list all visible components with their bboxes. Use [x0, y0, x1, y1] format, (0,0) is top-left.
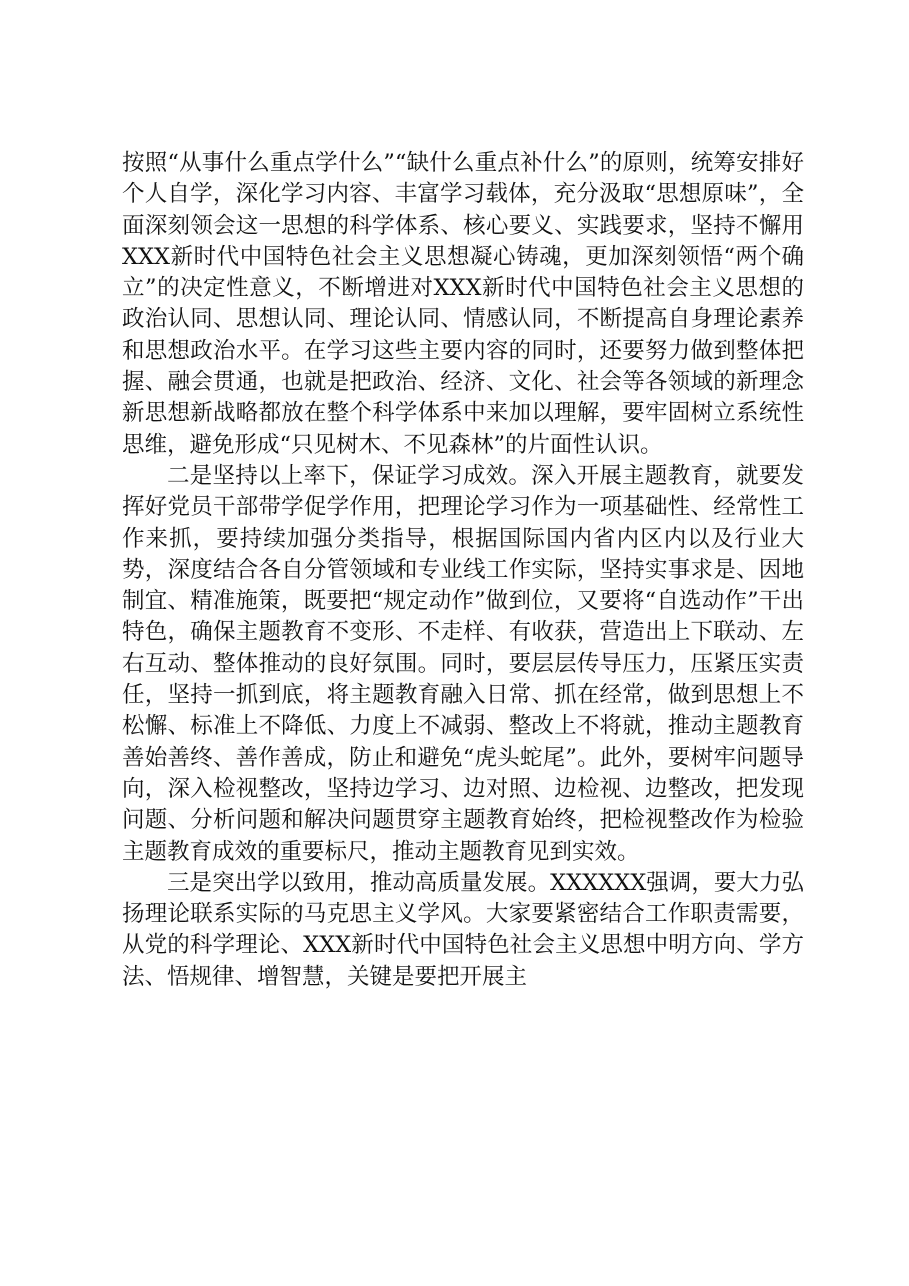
paragraph-1: 按照“从事什么重点学什么”“缺什么重点补什么”的原则，统筹安排好个人自学，深化学习内容、丰富学习载体，充分汲取“思想原味”，全面深刻领会这一思想的科学体系、核心要义、实践要求，坚持不懈用XXX新时代中国特色社会主义思想凝心铸魂，更加深刻领悟“两个确立”的决定性意义，不断增进对XXX新时代中国特色社会主义思想的政治认同、思想认同、理论认同、情感认同，不断提高自身理论素养和思想政治水平。在学习这些主要内容的同时，还要努力做到整体把握、融会贯通，也就是把政治、经济、文化、社会等各领域的新理念新思想新战略都放在整个科学体系中来加以理解，要牢固树立系统性思维，避免形成“只见树木、不见森林”的片面性认识。 — [122, 150, 804, 458]
document-body — [122, 148, 804, 993]
paragraph-2: 二是坚持以上率下，保证学习成效。深入开展主题教育，就要发挥好党员干部带学促学作用，把理论学习作为一项基础性、经常性工作来抓，要持续加强分类指导，根据国际国内省内区内以及行业大势，深度结合各自分管领域和专业线工作实际，坚持实事求是、因地制宜、精准施策，既要把“规定动作”做到位，又要将“自选动作”干出特色，确保主题教育不变形、不走样、有收获，营造出上下联动、左右互动、整体推动的良好氛围。同时，要层层传导压力，压紧压实责任，坚持一抓到底，将主题教育融入日常、抓在经常，做到思想上不松懈、标准上不降低、力度上不减弱、整改上不将就，推动主题教育善始善终、善作善成，防止和避免“虎头蛇尾”。此外，要树牢问题导向，深入检视整改，坚持边学习、边对照、边检视、边整改，把发现问题、分析问题和解决问题贯穿主题教育始终，把检视整改作为检验主题教育成效的重要标尺，推动主题教育见到实效。 — [122, 462, 804, 865]
paragraph-3: 三是突出学以致用，推动高质量发展。XXXXXX强调，要大力弘扬理论联系实际的马克思主义学风。大家要紧密结合工作职责需要，从党的科学理论、XXX新时代中国特色社会主义思想中明方向、学方法、悟规律、增智慧，关键是要把开展主 — [122, 869, 804, 990]
